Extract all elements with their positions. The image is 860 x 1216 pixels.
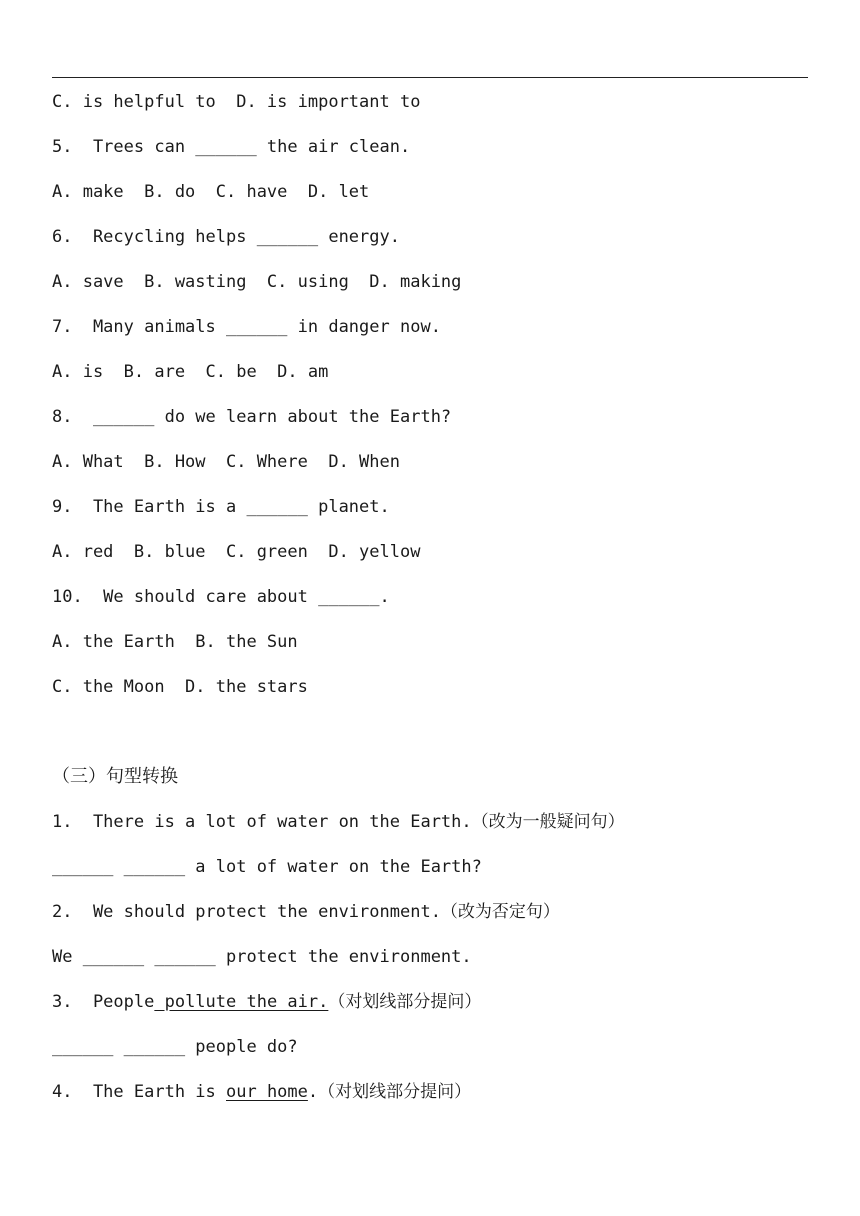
transform-q2: 2. We should protect the environment.（改为否定句） — [52, 902, 560, 922]
q7-options: A. is B. are C. be D. am — [52, 362, 329, 382]
q9-options: A. red B. blue C. green D. yellow — [52, 542, 421, 562]
q3-underlined-part: pollute the air. — [154, 992, 329, 1012]
q4-options-cd: C. is helpful to D. is important to — [52, 92, 421, 112]
q9-question: 9. The Earth is a ______ planet. — [52, 497, 390, 517]
q6-options: A. save B. wasting C. using D. making — [52, 272, 462, 292]
q4-suffix: .（对划线部分提问） — [307, 1082, 472, 1102]
q3-suffix: （对划线部分提问） — [328, 992, 482, 1012]
q6-question: 6. Recycling helps ______ energy. — [52, 227, 400, 247]
q5-options: A. make B. do C. have D. let — [52, 182, 370, 202]
transform-a3: ______ ______ people do? — [52, 1037, 298, 1057]
q8-question: 8. ______ do we learn about the Earth? — [52, 407, 452, 427]
q4-prefix: 4. The Earth is — [52, 1082, 226, 1102]
q10-options-cd: C. the Moon D. the stars — [52, 677, 308, 697]
transform-a1: ______ ______ a lot of water on the Earth? — [52, 857, 482, 877]
q5-question: 5. Trees can ______ the air clean. — [52, 137, 411, 157]
q3-prefix: 3. People — [52, 992, 155, 1012]
header-rule — [52, 77, 808, 78]
q4-underlined-part: our home — [226, 1082, 308, 1102]
transform-q1: 1. There is a lot of water on the Earth.（改为一般疑问句） — [52, 812, 625, 832]
transform-q3 — [52, 991, 481, 1013]
transform-a2: We ______ ______ protect the environment. — [52, 947, 472, 967]
q10-options-ab: A. the Earth B. the Sun — [52, 632, 298, 652]
q7-question: 7. Many animals ______ in danger now. — [52, 317, 441, 337]
transform-q4 — [52, 1081, 471, 1103]
section-heading: （三）句型转换 — [52, 766, 178, 787]
q8-options: A. What B. How C. Where D. When — [52, 452, 400, 472]
q10-question: 10. We should care about ______. — [52, 587, 390, 607]
